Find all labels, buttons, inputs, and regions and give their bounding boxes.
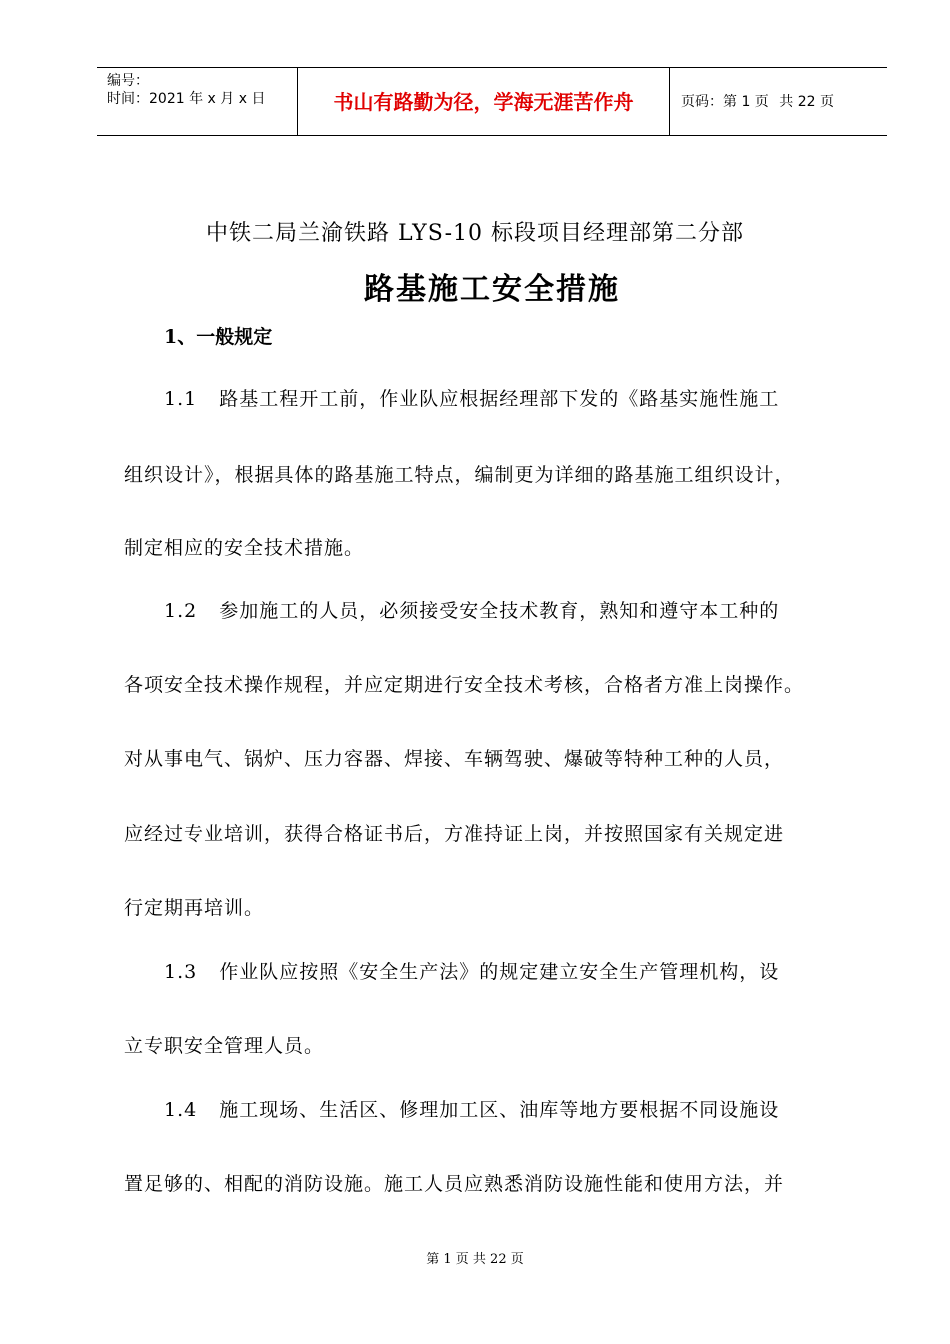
clause-number: 1.4 — [164, 1099, 198, 1121]
header-motto: 书山有路勤为径，学海无涯苦作舟 — [333, 90, 634, 114]
line-text: 各项安全技术操作规程，并应定期进行安全技术考核，合格者方准上岗操作。 — [124, 674, 805, 696]
clause-number: 1.3 — [164, 961, 198, 983]
line-text: 置足够的、相配的消防设施。施工人员应熟悉消防设施性能和使用方法，并 — [124, 1173, 785, 1195]
clause-number: 1.2 — [164, 600, 198, 622]
header-page-number: 页码：第 1 页 — [681, 94, 769, 110]
header-page-total: 共 22 页 — [779, 94, 834, 110]
paragraph-line — [124, 670, 864, 697]
paragraph-line — [124, 533, 864, 560]
line-text: 应经过专业培训，获得合格证书后，方准持证上岗，并按照国家有关规定进 — [124, 823, 785, 845]
organization-name: 中铁二局兰渝铁路 LYS-10 标段项目经理部第二分部 — [205, 221, 745, 246]
paragraph-line — [124, 744, 864, 771]
page-header — [97, 67, 887, 136]
line-text: 作业队应按照《安全生产法》的规定建立安全生产管理机构，设 — [219, 961, 780, 983]
line-text: 立专职安全管理人员。 — [124, 1035, 325, 1057]
line-text: 制定相应的安全技术措施。 — [124, 537, 365, 559]
paragraph-line — [164, 384, 904, 411]
paragraph-line — [124, 1031, 864, 1058]
paragraph-line — [164, 957, 904, 984]
document-time-label: 时间：2021 年 x 月 x 日 — [107, 91, 266, 107]
line-text: 行定期再培训。 — [124, 897, 265, 919]
header-page-info — [681, 68, 840, 136]
header-divider — [669, 68, 670, 136]
header-meta — [107, 72, 297, 108]
paragraph-line — [124, 460, 864, 487]
line-text: 路基工程开工前，作业队应根据经理部下发的《路基实施性施工 — [219, 388, 780, 410]
clause-number: 1.1 — [164, 388, 198, 410]
document-title: 路基施工安全措施 — [364, 272, 620, 307]
line-text: 施工现场、生活区、修理加工区、油库等地方要根据不同设施设 — [219, 1099, 780, 1121]
line-text: 对从事电气、锅炉、压力容器、焊接、车辆驾驶、爆破等特种工种的人员， — [124, 748, 785, 770]
document-number-label: 编号： — [107, 73, 149, 89]
paragraph-line — [124, 1169, 864, 1196]
page-footer: 第 1 页 共 22 页 — [426, 1252, 524, 1267]
line-text: 参加施工的人员，必须接受安全技术教育，熟知和遵守本工种的 — [219, 600, 780, 622]
section-heading: 1、一般规定 — [164, 326, 273, 348]
paragraph-line — [164, 596, 904, 623]
paragraph-line — [124, 819, 864, 846]
paragraph-line — [164, 1095, 904, 1122]
line-text: 组织设计》，根据具体的路基施工特点，编制更为详细的路基施工组织设计， — [124, 464, 795, 486]
paragraph-line — [124, 893, 864, 920]
